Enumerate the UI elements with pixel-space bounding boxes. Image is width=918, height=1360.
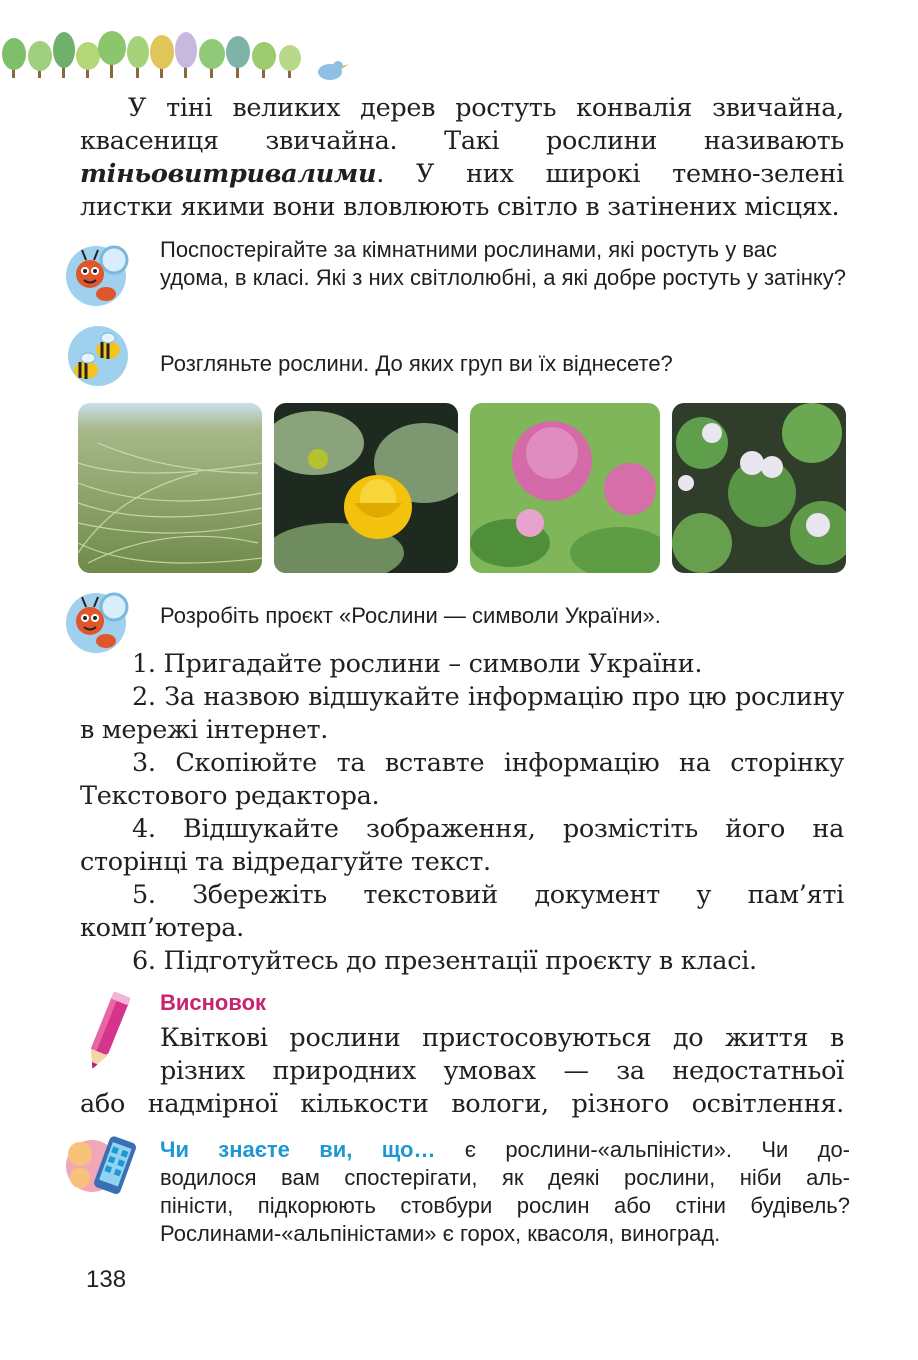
did-you-know-line-2: водилося вам спостерігати, як деякі рослини, ніби аль- [160,1165,850,1190]
conclusion-line-1: Квіткові рослини пристосовуються до життя в [160,1023,844,1053]
conclusion-title: Висновок [160,990,267,1015]
intro-text-1: У тіні великих дерев ростуть конвалія звичайна, квасениця звичайна. Такі рослини називають [80,93,844,156]
did-you-know-line-3: піністи, підкорюють стовбури рослин або стіни будівель? [160,1193,850,1218]
conclusion-line-2: різних природних умовах — за недостатньої [160,1056,844,1086]
smartphone-icon [62,1128,142,1204]
bees-icon [62,320,134,388]
ant-magnifier-icon [62,238,134,310]
did-you-know-lead: Чи знаєте ви, що… [160,1137,436,1162]
photo-wood-sorrel [672,403,846,573]
list-item: 1. Пригадайте рослини – символи України. [132,649,703,679]
intro-text-2: . У них широкі темно-зелені листки якими вони вловлюють світло в затінених місцях. [80,159,844,222]
list-item: 6. Підготуйтесь до презентації проєкту в класі. [132,946,757,976]
photo-feather-grass [78,403,262,573]
did-you-know-text-1: є рослини-«альпіністи». Чи до- [435,1137,850,1162]
did-you-know-line-4: Рослинами-«альпіністами» є горох, квасоля, виноград. [160,1221,721,1246]
photo-clover [470,403,660,573]
conclusion-line-3: або надмірної кількости вологи, різного освітлення. [80,1089,844,1119]
task-project: Розробіть проєкт «Рослини — символи України». [160,603,661,628]
photo-water-lily [274,403,458,573]
intro-paragraph [80,92,844,224]
plant-photos [78,403,846,573]
trees-header-icon [0,18,360,82]
list-item: 4. Відшукайте зображення, розмістіть його на сторінці та відредагуйте текст. [80,814,844,877]
list-item: 3. Скопіюйте та вставте інформацію на сторінку Текстового редактора. [80,748,844,811]
list-item: 5. Збережіть текстовий документ у пам’яті комп’ютера. [80,880,844,943]
task-classify-plants: Розгляньте рослини. До яких груп ви їх віднесете? [160,351,673,376]
page-number: 138 [86,1266,127,1293]
project-steps [80,648,844,978]
did-you-know [160,1136,850,1248]
did-you-know-line-1 [160,1136,850,1164]
conclusion-text [80,1022,844,1121]
task-observe-plants: Поспостерігайте за кімнатними рослинами, які ростуть у вас удома, в класі. Які з них світлолюбні, а які добре ростуть у затінку? [160,237,847,290]
intro-term: тіньовитривалими [80,159,377,189]
ant-magnifier-icon [62,585,134,657]
list-item: 2. За назвою відшукайте інформацію про цю рослину в мережі інтернет. [80,682,844,745]
